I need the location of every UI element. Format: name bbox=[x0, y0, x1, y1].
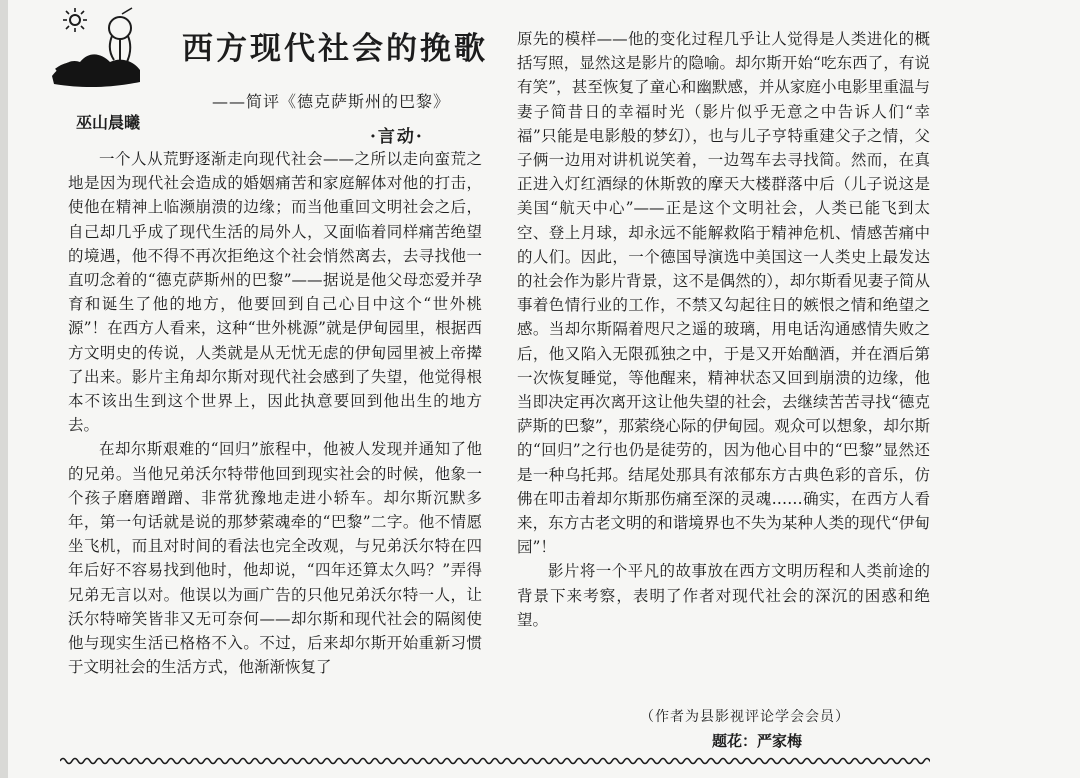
author-note: （作者为县影视评论学会会员） bbox=[640, 709, 850, 725]
pen-name: ·言动· bbox=[370, 127, 424, 147]
body-column-left bbox=[68, 147, 482, 679]
body-paragraph: 影片将一个平凡的故事放在西方文明历程和人类前途的背景下来考察，表明了作者对现代社会的深沉的困惑和绝望。 bbox=[517, 562, 930, 629]
illustration-credit: 题花：严家梅 bbox=[712, 732, 803, 750]
body-paragraph: 在却尔斯艰难的“回归”旅程中，他被人发现并通知了他的兄弟。当他兄弟沃尔特带他回到现实社会的时候，他象一个孩子磨磨蹭蹭、非常犹豫地走进小轿车。却尔斯沉默多年，第一句话就是说的那梦萦魂牵的“巴黎”二字。他不情愿坐飞机，而且对时间的看法也完全改观，与兄弟沃尔特在四年后好不容易找到他时，他却说，“四年还算太久吗？”弄得兄弟无言以对。他误以为画广告的只他兄弟沃尔特一人，让沃尔特啼笑皆非又无可奈何——却尔斯和现代社会的隔阂使他与现实生活已格格不入。不过，后来却尔斯开始重新习惯于文明社会的生活方式，他渐渐恢复了 bbox=[68, 440, 482, 677]
body-paragraph: 一个人从荒野逐渐走向现代社会——之所以走向蛮荒之地是因为现代社会造成的婚姻痛苦和家庭解体对他的打击，使他在精神上临濒崩溃的边缘；而当他重回文明社会之后，自己却几乎成了现代生活的局外人，又面临着同样痛苦绝望的境遇，他不得不再次拒绝这个社会悄然离去，去寻找他一直叨念着的“德克萨斯州的巴黎”——据说是他父母恋爱并孕育和诞生了他的地方，他要回到自己心目中这个“世外桃源”！在西方人看来，这种“世外桃源”就是伊甸园里，根据西方文明史的传说，人类就是从无忧无虑的伊甸园里被上帝撵了出来。影片主角却尔斯对现代社会感到了失望，他觉得根本不该出生到这个世界上，因此执意要回到他出生的地方去。 bbox=[68, 150, 482, 435]
page-edge bbox=[0, 0, 8, 778]
body-paragraph-continued: 原先的模样——他的变化过程几乎让人觉得是人类进化的概括写照，显然这是影片的隐喻。却尔斯开始“吃东西了，有说有笑”，甚至恢复了童心和幽默感，并从家庭小电影里重温与妻子简昔日的幸福时光（影片似乎无意之中告诉人们“幸福”只能是电影般的梦幻），也与儿子亨特重建父子之情，父子俩一边用对讲机说笑着，一边驾车去寻找简。然而，在真正进入灯红酒绿的休斯敦的摩天大楼群落中后（儿子说这是美国“航天中心”——正是这个文明社会，人类已能飞到太空、登上月球，却永远不能解救陷于精神危机、情感苦痛中的人们。因此，一个德国导演选中美国这一人类史上最发达的社会作为影片背景，这不是偶然的），却尔斯看见妻子简从事着色情行业的工作，不禁又勾起往日的嫉恨之情和绝望之感。当却尔斯隔着咫尺之遥的玻璃，用电话沟通感情失败之后，他又陷入无限孤独之中，于是又开始酗酒，并在酒后第一次恢复睡觉，等他醒来，精神状态又回到崩溃的边缘，他当即决定再次离开这让他失望的社会，去继续苦苦寻找“德克萨斯的巴黎”，那萦绕心际的伊甸园。观众可以想象，却尔斯的“回归”之行也仍是徒劳的，因为他心目中的“巴黎”显然还是一种乌托邦。结尾处那具有浓郁东方古典色彩的音乐，仿佛在叩击着却尔斯那伤痛至深的灵魂……确实，在西方人看来，东方古老文明的和谐境界也不失为某种人类的现代“伊甸园”！ bbox=[517, 30, 930, 557]
article-title: 西方现代社会的挽歌 bbox=[182, 31, 488, 67]
article-subtitle: ——简评《德克萨斯州的巴黎》 bbox=[212, 92, 451, 111]
author-name: 巫山晨曦 bbox=[76, 113, 141, 132]
wavy-divider bbox=[60, 754, 930, 768]
title-vignette-illustration bbox=[50, 6, 142, 94]
sun-icon bbox=[63, 8, 87, 32]
landscape-silhouette bbox=[52, 54, 140, 87]
body-column-right bbox=[517, 27, 930, 632]
figure-sketch-icon bbox=[109, 8, 132, 64]
